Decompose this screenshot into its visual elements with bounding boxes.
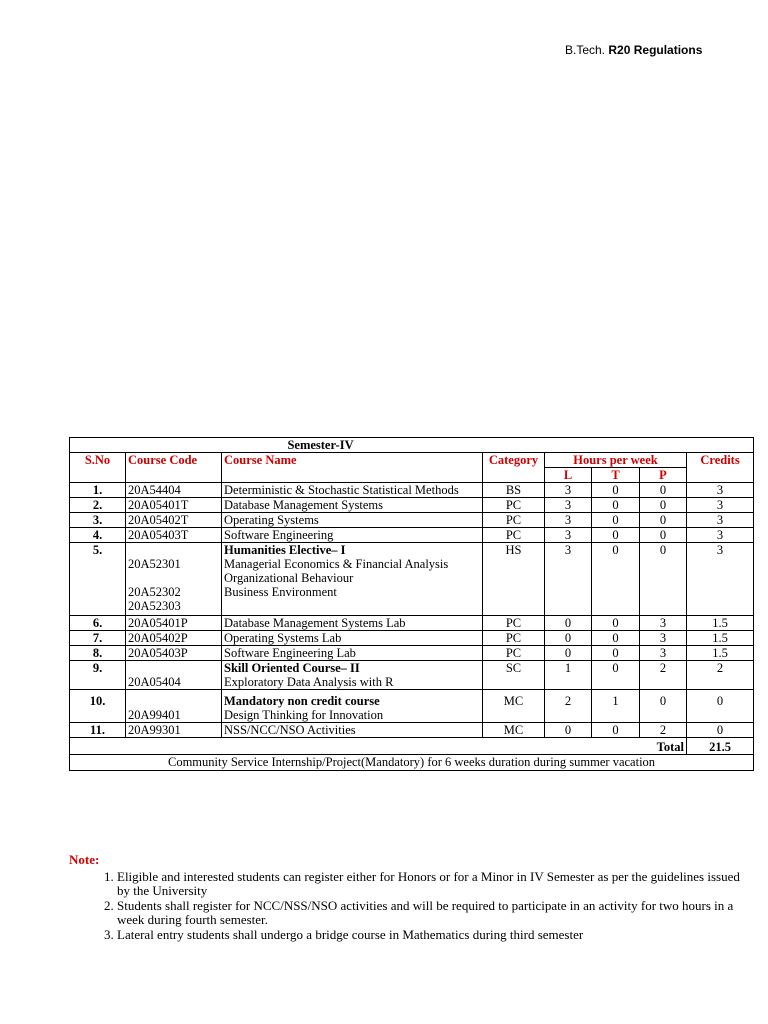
note-item: 1. Eligible and interested students can register either for Honors or for a Minor in IV Semester as per the guidelines issued by the University xyxy=(117,870,749,899)
row-credits: 3 xyxy=(687,513,754,528)
row-credits: 1.5 xyxy=(687,616,754,631)
row-p: 0 xyxy=(640,543,687,616)
row-l: 0 xyxy=(545,646,592,661)
page-header xyxy=(565,43,702,57)
mandatory-code: 20A99401 xyxy=(128,708,181,722)
row-name xyxy=(222,661,483,690)
row-category: SC xyxy=(483,661,545,690)
mandatory-course: Design Thinking for Innovation xyxy=(224,708,384,722)
note-title: Note: xyxy=(69,852,100,867)
row-name: Operating Systems Lab xyxy=(222,631,483,646)
row-t: 0 xyxy=(592,616,640,631)
col-sno: S.No xyxy=(70,453,126,483)
table-row xyxy=(70,543,754,616)
note-list xyxy=(69,870,749,943)
row-code: 20A05402T xyxy=(126,513,222,528)
row-code: 20A05403T xyxy=(126,528,222,543)
elective-option-3: Business Environment xyxy=(224,585,337,599)
col-credits: Credits xyxy=(687,453,754,483)
note-item: 3. Lateral entry students shall undergo a bridge course in Mathematics during third semester xyxy=(117,928,749,943)
elective-option-2: Organizational Behaviour xyxy=(224,571,354,585)
skill-code: 20A05404 xyxy=(128,675,181,689)
row-sno: 1. xyxy=(70,483,126,498)
row-code: 20A05401P xyxy=(126,616,222,631)
row-l: 3 xyxy=(545,498,592,513)
total-row xyxy=(70,738,754,755)
row-l: 2 xyxy=(545,690,592,723)
row-code xyxy=(126,661,222,690)
col-code: Course Code xyxy=(126,453,222,483)
mandatory-title: Mandatory non credit course xyxy=(224,694,380,708)
total-value: 21.5 xyxy=(687,738,754,755)
header-row xyxy=(70,453,754,468)
elective-code-1: 20A52301 xyxy=(128,557,181,571)
row-credits: 0 xyxy=(687,723,754,738)
row-code: 20A05403P xyxy=(126,646,222,661)
row-credits: 2 xyxy=(687,661,754,690)
row-sno: 5. xyxy=(70,543,126,616)
row-credits: 0 xyxy=(687,690,754,723)
elective-option-1: Managerial Economics & Financial Analysis xyxy=(224,557,449,571)
row-code xyxy=(126,543,222,616)
row-sno: 6. xyxy=(70,616,126,631)
row-t: 0 xyxy=(592,513,640,528)
row-t: 0 xyxy=(592,528,640,543)
table-row xyxy=(70,661,754,690)
row-credits: 1.5 xyxy=(687,631,754,646)
row-sno: 9. xyxy=(70,661,126,690)
row-l: 3 xyxy=(545,543,592,616)
notes-section xyxy=(69,853,749,942)
internship-note: Community Service Internship/Project(Mandatory) for 6 weeks duration during summer vacation xyxy=(70,755,754,771)
row-t: 1 xyxy=(592,690,640,723)
row-credits: 3 xyxy=(687,498,754,513)
row-l: 3 xyxy=(545,528,592,543)
row-code: 20A99301 xyxy=(126,723,222,738)
row-l: 0 xyxy=(545,631,592,646)
row-sno: 7. xyxy=(70,631,126,646)
col-category: Category xyxy=(483,453,545,483)
col-p: P xyxy=(640,468,687,483)
row-p: 2 xyxy=(640,661,687,690)
row-code xyxy=(126,690,222,723)
row-name: Database Management Systems xyxy=(222,498,483,513)
table-row xyxy=(70,723,754,738)
header-regulation: R20 Regulations xyxy=(608,43,703,57)
header-prefix: B.Tech. xyxy=(565,43,606,57)
row-category: BS xyxy=(483,483,545,498)
row-credits: 3 xyxy=(687,543,754,616)
row-t: 0 xyxy=(592,631,640,646)
row-sno: 8. xyxy=(70,646,126,661)
col-t: T xyxy=(592,468,640,483)
row-p: 0 xyxy=(640,513,687,528)
col-name: Course Name xyxy=(222,453,483,483)
row-t: 0 xyxy=(592,498,640,513)
row-t: 0 xyxy=(592,723,640,738)
row-sno: 4. xyxy=(70,528,126,543)
row-sno: 10. xyxy=(70,690,126,723)
row-l: 0 xyxy=(545,723,592,738)
elective-code-2: 20A52302 xyxy=(128,585,181,599)
row-t: 0 xyxy=(592,661,640,690)
row-category: PC xyxy=(483,513,545,528)
skill-title: Skill Oriented Course– II xyxy=(224,661,360,675)
row-name: Deterministic & Stochastic Statistical Methods xyxy=(222,483,483,498)
row-sno: 2. xyxy=(70,498,126,513)
elective-title: Humanities Elective– I xyxy=(224,543,346,557)
row-p: 0 xyxy=(640,498,687,513)
semester-title: Semester-IV xyxy=(287,438,354,452)
note-item: 2. Students shall register for NCC/NSS/NSO activities and will be required to participate in an activity for two hours in a week during fourth semester. xyxy=(117,899,749,928)
row-name xyxy=(222,543,483,616)
row-l: 3 xyxy=(545,483,592,498)
row-l: 3 xyxy=(545,513,592,528)
table-row xyxy=(70,513,754,528)
row-t: 0 xyxy=(592,483,640,498)
row-sno: 11. xyxy=(70,723,126,738)
row-p: 0 xyxy=(640,528,687,543)
row-category: PC xyxy=(483,616,545,631)
row-category: HS xyxy=(483,543,545,616)
table-row xyxy=(70,631,754,646)
total-label: Total xyxy=(70,738,687,755)
row-credits: 3 xyxy=(687,483,754,498)
row-category: MC xyxy=(483,723,545,738)
row-credits: 3 xyxy=(687,528,754,543)
row-category: PC xyxy=(483,498,545,513)
row-code: 20A05402P xyxy=(126,631,222,646)
row-name: Software Engineering Lab xyxy=(222,646,483,661)
row-p: 0 xyxy=(640,483,687,498)
row-t: 0 xyxy=(592,543,640,616)
row-category: PC xyxy=(483,631,545,646)
col-l: L xyxy=(545,468,592,483)
table-row xyxy=(70,616,754,631)
row-p: 0 xyxy=(640,690,687,723)
col-hours: Hours per week xyxy=(545,453,687,468)
row-p: 3 xyxy=(640,646,687,661)
table-row xyxy=(70,646,754,661)
skill-course: Exploratory Data Analysis with R xyxy=(224,675,394,689)
semester-row xyxy=(70,438,754,453)
row-category: MC xyxy=(483,690,545,723)
row-name xyxy=(222,690,483,723)
row-p: 3 xyxy=(640,631,687,646)
table-row xyxy=(70,690,754,723)
row-name: Operating Systems xyxy=(222,513,483,528)
row-code: 20A54404 xyxy=(126,483,222,498)
row-l: 0 xyxy=(545,616,592,631)
row-credits: 1.5 xyxy=(687,646,754,661)
row-p: 3 xyxy=(640,616,687,631)
row-code: 20A05401T xyxy=(126,498,222,513)
course-table xyxy=(69,437,754,771)
row-name: Software Engineering xyxy=(222,528,483,543)
row-category: PC xyxy=(483,646,545,661)
row-p: 2 xyxy=(640,723,687,738)
table-row xyxy=(70,528,754,543)
footer-row xyxy=(70,755,754,771)
row-t: 0 xyxy=(592,646,640,661)
row-category: PC xyxy=(483,528,545,543)
table-row xyxy=(70,498,754,513)
row-l: 1 xyxy=(545,661,592,690)
table-row xyxy=(70,483,754,498)
elective-code-3: 20A52303 xyxy=(128,599,181,613)
row-sno: 3. xyxy=(70,513,126,528)
row-name: NSS/NCC/NSO Activities xyxy=(222,723,483,738)
row-name: Database Management Systems Lab xyxy=(222,616,483,631)
